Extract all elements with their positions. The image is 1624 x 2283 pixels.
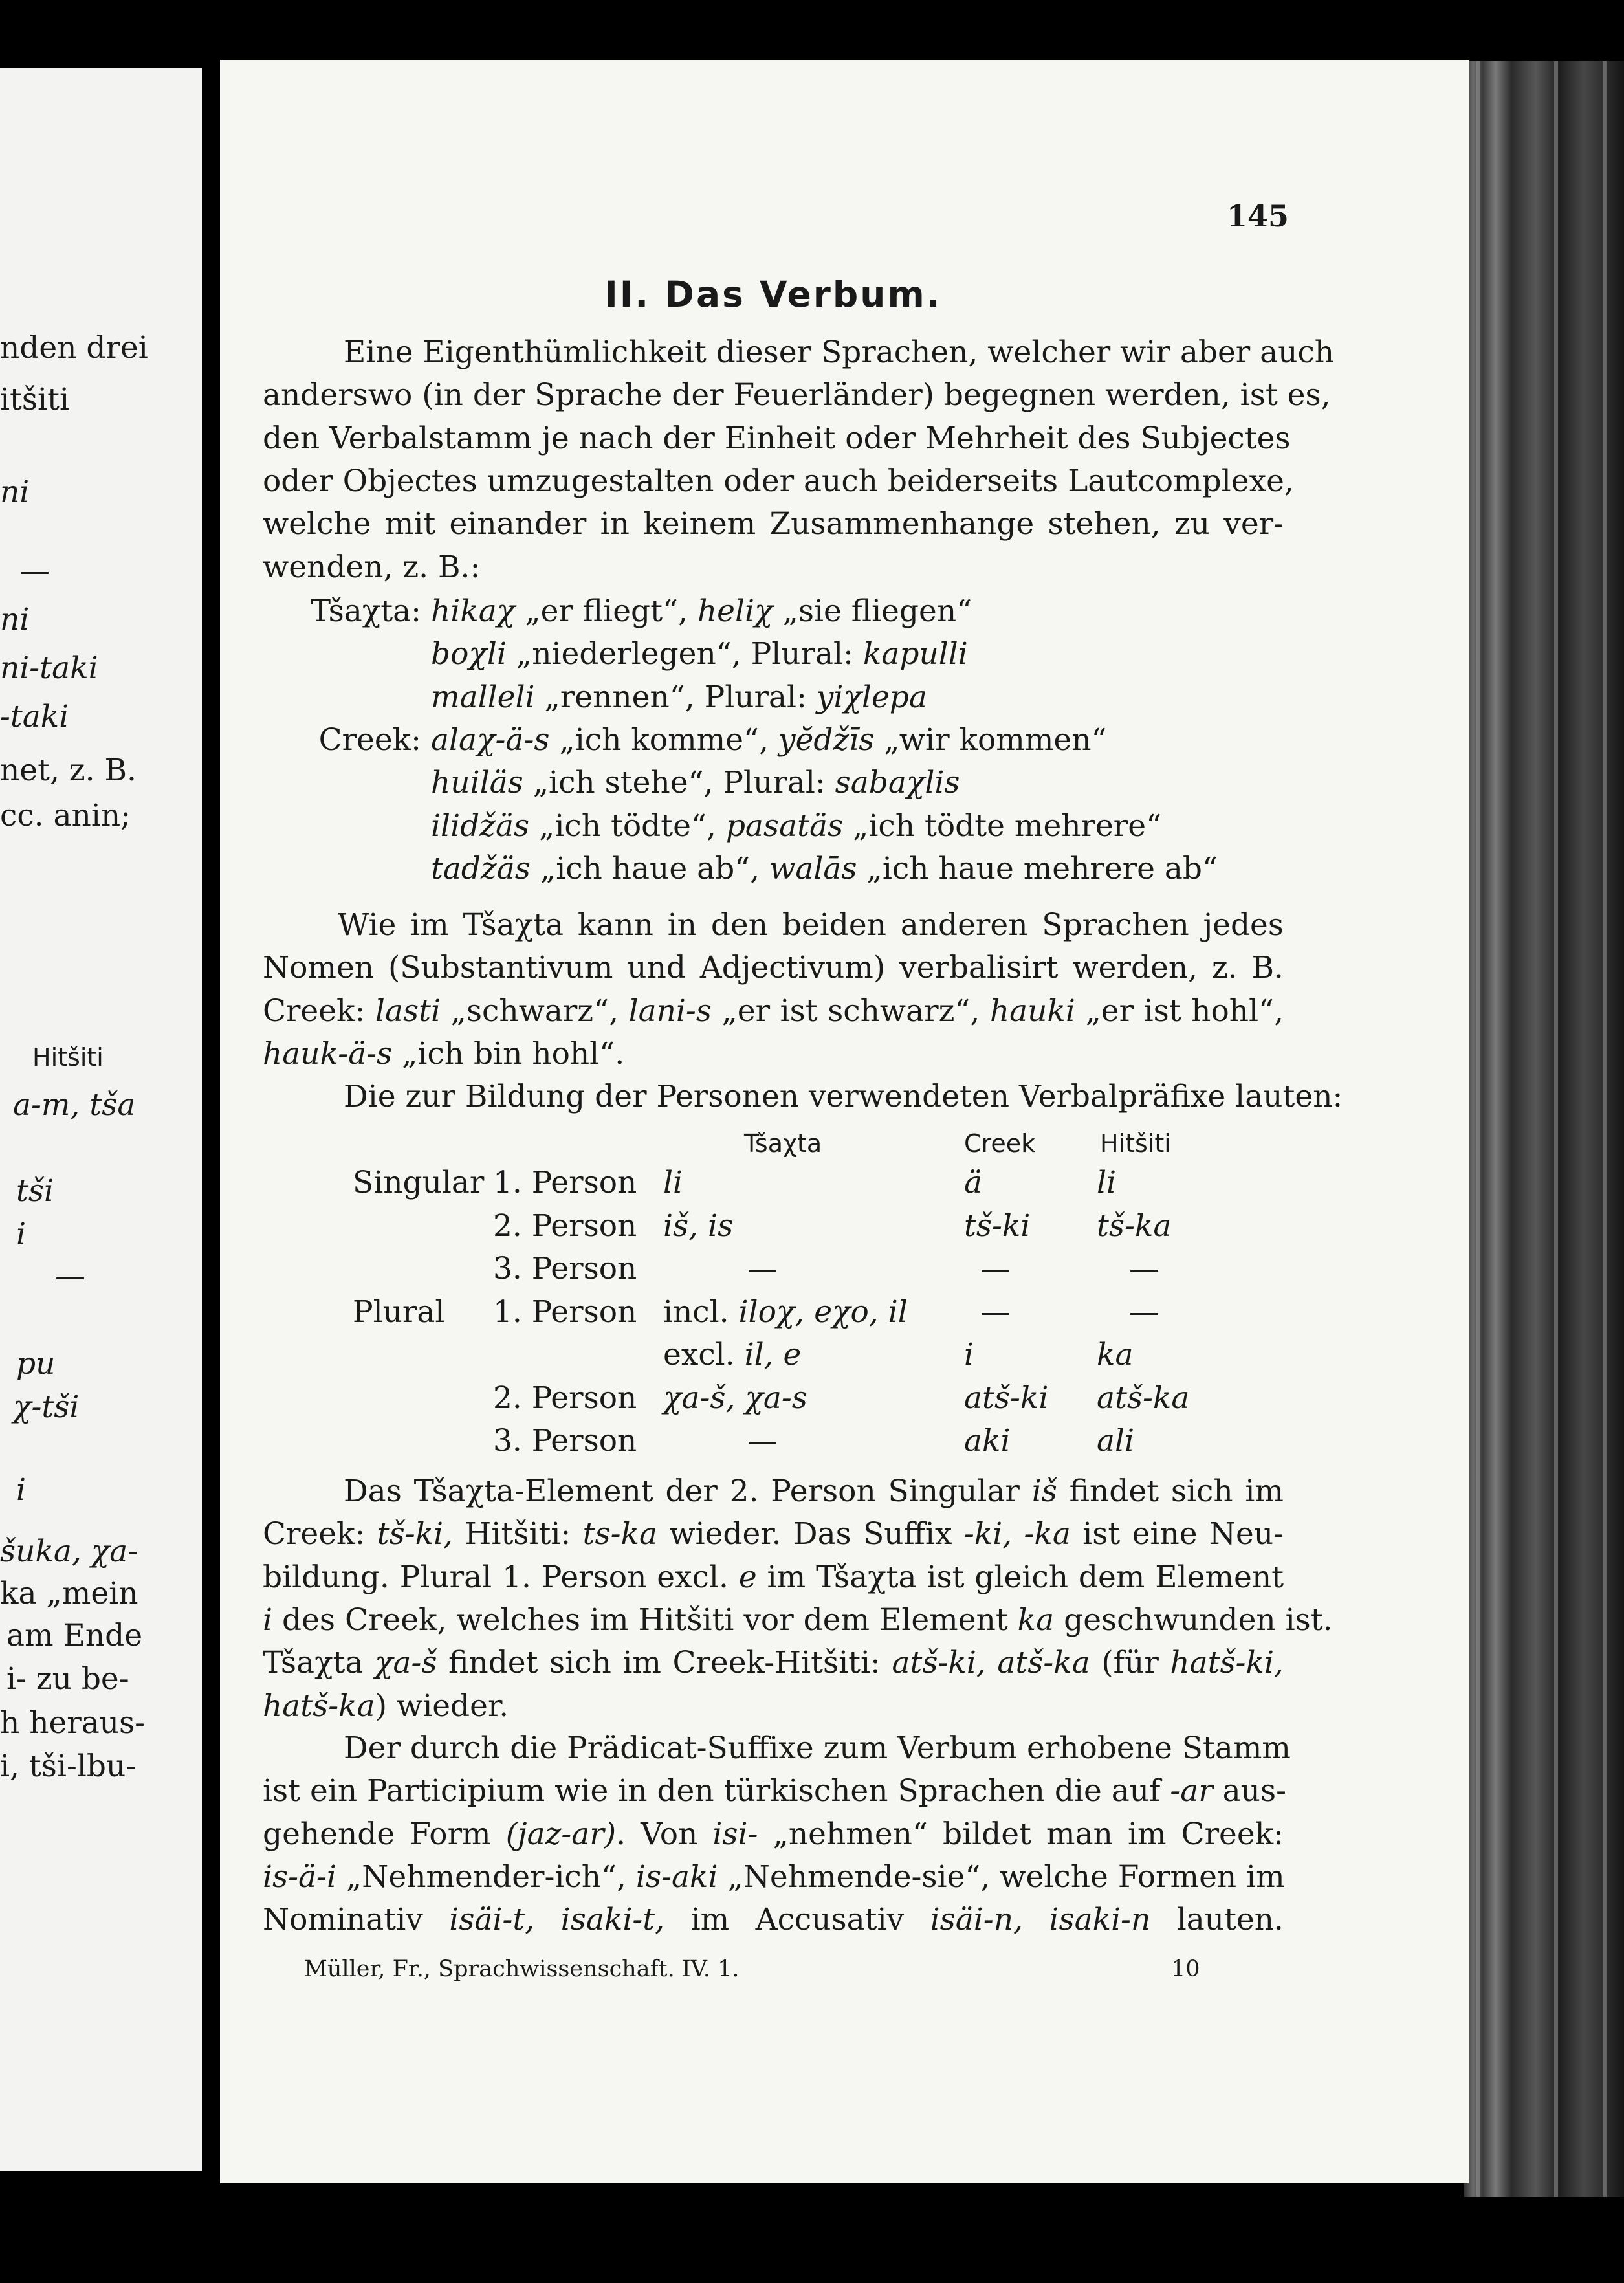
previous-page-text: i — [16, 1217, 27, 1252]
italic-run: i — [263, 1602, 273, 1638]
text-run: Tšaχta — [263, 1645, 375, 1681]
paragraph-line: den Verbalstamm je nach der Einheit oder Mehrheit des Subjectes — [263, 420, 1291, 456]
table-cell-hitsiti: — — [1129, 1294, 1159, 1330]
text-run: Hitšiti: — [453, 1516, 583, 1552]
table-cell-creek: i — [964, 1337, 974, 1373]
table-cell-hitsiti: atš-ka — [1097, 1380, 1190, 1416]
italic-run: χa-š — [375, 1645, 437, 1681]
text-run: Nomen (Substantivum und Adjectivum) verbalisirt werden, z. B. — [263, 950, 1284, 986]
text-run: des Creek, welches im Hitšiti vor dem Element — [272, 1602, 1018, 1638]
table-cell-tsaxta: — — [747, 1251, 778, 1286]
italic-run: hikaχ — [431, 593, 516, 629]
italic-run: (jaz-ar) — [505, 1816, 617, 1852]
paragraph-line — [263, 1644, 1284, 1682]
text-run: „schwarz“, — [441, 993, 629, 1029]
text-run: „ich stehe“, Plural: — [523, 765, 835, 801]
paragraph-line — [263, 992, 1284, 1031]
footer-signature: 10 — [1171, 1956, 1200, 1982]
table-cell-tsaxta: — — [747, 1423, 778, 1459]
italic-run: yiχlepa — [816, 679, 927, 715]
text-run: „Nehmende-sie“, welche Formen im — [718, 1858, 1285, 1895]
example-language: Tšaχta: — [310, 593, 421, 629]
example-line — [431, 592, 972, 631]
paragraph-line — [263, 1772, 1284, 1811]
table-cell-tsaxta: iš, is — [663, 1208, 734, 1244]
previous-page-text: tši — [16, 1173, 54, 1209]
table-column-header: Tšaχta — [744, 1129, 822, 1158]
italic-run: kapulli — [862, 636, 968, 672]
text-run: „niederlegen“, Plural: — [506, 636, 863, 672]
italic-run: ilidžäs — [431, 808, 530, 844]
text-run: Creek: — [263, 993, 375, 1029]
text-run: „ich komme“, — [549, 722, 778, 758]
previous-page-text: pu — [16, 1346, 56, 1382]
text-run: Nominativ — [263, 1902, 450, 1938]
text-run: aus- — [1213, 1773, 1286, 1809]
text-run: ist ein Participium wie in den türkischen Sprachen die auf — [263, 1773, 1170, 1809]
paragraph-line — [263, 1815, 1284, 1854]
table-person-label: 3. Person — [493, 1423, 637, 1459]
example-line — [431, 807, 1161, 846]
text-run: „ich haue mehrere ab“ — [857, 850, 1218, 887]
italic-run: sabaχlis — [835, 765, 960, 801]
paragraph-line: Eine Eigenthümlichkeit dieser Sprachen, welcher wir aber auch — [344, 335, 1335, 370]
text-run: Creek: — [263, 1516, 377, 1552]
italic-run: walās — [769, 850, 857, 887]
table-column-header: Creek — [964, 1129, 1036, 1158]
previous-page-text: i, tši-lbu- — [0, 1748, 137, 1784]
text-run: „ich bin hohl“. — [392, 1035, 625, 1072]
table-cell-creek: ä — [964, 1165, 983, 1200]
italic-run: boχli — [431, 636, 507, 672]
table-cell-creek: — — [980, 1251, 1011, 1286]
previous-page-text: ka „mein — [0, 1576, 138, 1611]
text-run: ist eine Neu- — [1070, 1516, 1284, 1552]
table-cell-tsaxta: χa-š, χa-s — [663, 1380, 807, 1416]
text-run: „er ist hohl“, — [1075, 993, 1284, 1029]
text-run: (für — [1090, 1645, 1170, 1681]
paragraph-line: oder Objectes umzugestalten oder auch beiderseits Lautcomplexe, — [263, 463, 1294, 499]
example-line — [431, 635, 968, 674]
text-run: „er fliegt“, — [515, 593, 697, 629]
previous-page-text: — — [55, 1259, 85, 1294]
table-cell-tsaxta: incl. iloχ, eχo, il — [663, 1294, 908, 1330]
paragraph-line — [263, 1601, 1333, 1640]
example-language: Creek: — [318, 722, 421, 758]
text-run: lauten. — [1150, 1902, 1284, 1938]
italic-run: hatš-ka — [263, 1688, 375, 1724]
italic-run: isäi-t, isaki-t, — [449, 1902, 665, 1938]
table-cell-creek: aki — [964, 1423, 1011, 1459]
previous-page-text: — — [19, 553, 50, 589]
paragraph-line — [263, 1901, 1284, 1939]
previous-page-text: i — [16, 1472, 27, 1508]
text-run: „Nehmender-ich“, — [336, 1858, 636, 1895]
previous-page-text: h heraus- — [0, 1705, 146, 1741]
italic-run: tš-ki, — [377, 1516, 454, 1552]
text-run: wieder. Das Suffix — [657, 1516, 964, 1552]
table-person-label: 3. Person — [493, 1251, 637, 1286]
section-heading: II. Das Verbum. — [604, 274, 942, 315]
table-number-label: Singular — [353, 1165, 485, 1200]
text-run: „rennen“, Plural: — [534, 679, 817, 715]
italic-run: heliχ — [697, 593, 773, 629]
italic-run: e — [738, 1559, 757, 1595]
text-run: . Von — [616, 1816, 713, 1852]
paragraph-line — [338, 906, 1284, 945]
paragraph-line — [263, 1858, 1284, 1897]
italic-run: atš-ki, atš-ka — [892, 1645, 1090, 1681]
italic-run: malleli — [431, 679, 535, 715]
previous-page-text: χ-tši — [13, 1389, 80, 1425]
paragraph-line: wenden, z. B.: — [263, 549, 481, 585]
paragraph-line — [263, 1515, 1284, 1554]
example-line — [431, 721, 1107, 760]
italic-run: hauki — [989, 993, 1075, 1029]
italic-run: iš — [1031, 1473, 1057, 1509]
italic-run: hatš-ki, — [1170, 1645, 1284, 1681]
paragraph-line — [344, 1472, 1284, 1511]
paragraph-line — [263, 1558, 1284, 1597]
text-run: „ich tödte“, — [529, 808, 726, 844]
italic-run: pasatäs — [725, 808, 844, 844]
italic-run: is-ä-i — [263, 1858, 336, 1895]
table-cell-creek: — — [980, 1294, 1011, 1330]
italic-run: ka — [1017, 1602, 1055, 1638]
text-run: ) wieder. — [375, 1688, 509, 1724]
text-run: „ich tödte mehrere“ — [843, 808, 1162, 844]
text-run: Der durch die Prädicat-Suffixe zum Verbum erhobene Stamm — [344, 1730, 1291, 1766]
book-edge — [1464, 61, 1624, 2197]
italic-run: lani-s — [628, 993, 712, 1029]
paragraph-line — [263, 1687, 509, 1726]
previous-page-text: šuka, χa- — [0, 1534, 138, 1569]
previous-page-text: ni-taki — [0, 650, 98, 686]
previous-page-text: a-m, tša — [13, 1087, 136, 1123]
italic-run: ts-ka — [582, 1516, 657, 1552]
previous-page-text: ni — [0, 602, 30, 637]
paragraph-line — [263, 1035, 624, 1074]
previous-page-text: itšiti — [0, 382, 69, 417]
text-run: findet sich im Creek-Hitšiti: — [437, 1645, 892, 1681]
italic-run: is-aki — [635, 1858, 718, 1895]
italic-run: yĕdžīs — [778, 722, 875, 758]
table-person-label: 1. Person — [493, 1165, 637, 1200]
text-run: „ich haue ab“, — [530, 850, 770, 887]
text-run: „sie fliegen“ — [773, 593, 972, 629]
text-run: gehende Form — [263, 1816, 506, 1852]
previous-page-text: am Ende — [6, 1618, 143, 1653]
text-run: im Accusativ — [664, 1902, 930, 1938]
italic-run: lasti — [375, 993, 441, 1029]
italic-run: tadžäs — [431, 850, 531, 887]
italic-run: alaχ-ä-s — [431, 722, 550, 758]
previous-page-text: cc. anin; — [0, 798, 131, 833]
table-person-label: 2. Person — [493, 1208, 637, 1244]
example-line — [431, 850, 1218, 888]
italic-run: isi- — [712, 1816, 758, 1852]
text-run: geschwunden ist. — [1054, 1602, 1333, 1638]
table-cell-creek: atš-ki — [964, 1380, 1049, 1416]
example-line — [431, 764, 960, 802]
italic-run: -ki, -ka — [963, 1516, 1071, 1552]
text-run: Wie im Tšaχta kann in den beiden anderen Sprachen jedes — [338, 907, 1284, 943]
italic-run: huiläs — [431, 765, 523, 801]
italic-run: -ar — [1170, 1773, 1213, 1809]
text-run: Das Tšaχta-Element der 2. Person Singular — [344, 1473, 1032, 1509]
table-column-header: Hitšiti — [1100, 1129, 1171, 1158]
text-run: bildung. Plural 1. Person excl. — [263, 1559, 739, 1595]
footer-citation: Müller, Fr., Sprachwissenschaft. IV. 1. — [304, 1956, 740, 1982]
previous-page-text: Hitšiti — [32, 1043, 104, 1072]
table-cell-tsaxta: excl. il, e — [663, 1337, 802, 1373]
page-number: 145 — [1227, 199, 1289, 234]
text-run: findet sich im — [1057, 1473, 1284, 1509]
text-run: „er ist schwarz“, — [711, 993, 990, 1029]
table-cell-hitsiti: ka — [1097, 1337, 1134, 1373]
paragraph-line — [263, 949, 1284, 987]
previous-page-text: nden drei — [0, 330, 148, 366]
table-number-label: Plural — [353, 1294, 445, 1330]
table-cell-hitsiti: — — [1129, 1251, 1159, 1286]
table-person-label: 2. Person — [493, 1380, 637, 1416]
example-line — [431, 678, 927, 717]
previous-page-text: i- zu be- — [6, 1661, 129, 1697]
paragraph-line — [344, 1729, 1291, 1768]
table-intro: Die zur Bildung der Personen verwendeten Verbalpräfixe lauten: — [344, 1079, 1343, 1114]
text-run: im Tšaχta ist gleich dem Element — [756, 1559, 1284, 1595]
italic-run: isäi-n, isaki-n — [930, 1902, 1151, 1938]
paragraph-line: anderswo (in der Sprache der Feuerländer) begegnen werden, ist es, — [263, 377, 1331, 414]
table-cell-creek: tš-ki — [964, 1208, 1031, 1244]
table-cell-hitsiti: tš-ka — [1097, 1208, 1172, 1244]
paragraph-line: welche mit einander in keinem Zusammenhange stehen, zu ver- — [263, 506, 1284, 542]
table-cell-hitsiti: ali — [1097, 1423, 1135, 1459]
previous-page-text: -taki — [0, 699, 69, 734]
text-run: „wir kommen“ — [874, 722, 1107, 758]
previous-page-text: ni — [0, 474, 30, 510]
previous-page-text: net, z. B. — [0, 753, 137, 788]
table-person-label: 1. Person — [493, 1294, 637, 1330]
italic-run: hauk-ä-s — [263, 1035, 393, 1072]
text-run: „nehmen“ bildet man im Creek: — [758, 1816, 1284, 1852]
table-cell-hitsiti: li — [1097, 1165, 1117, 1200]
table-cell-tsaxta: li — [663, 1165, 683, 1200]
